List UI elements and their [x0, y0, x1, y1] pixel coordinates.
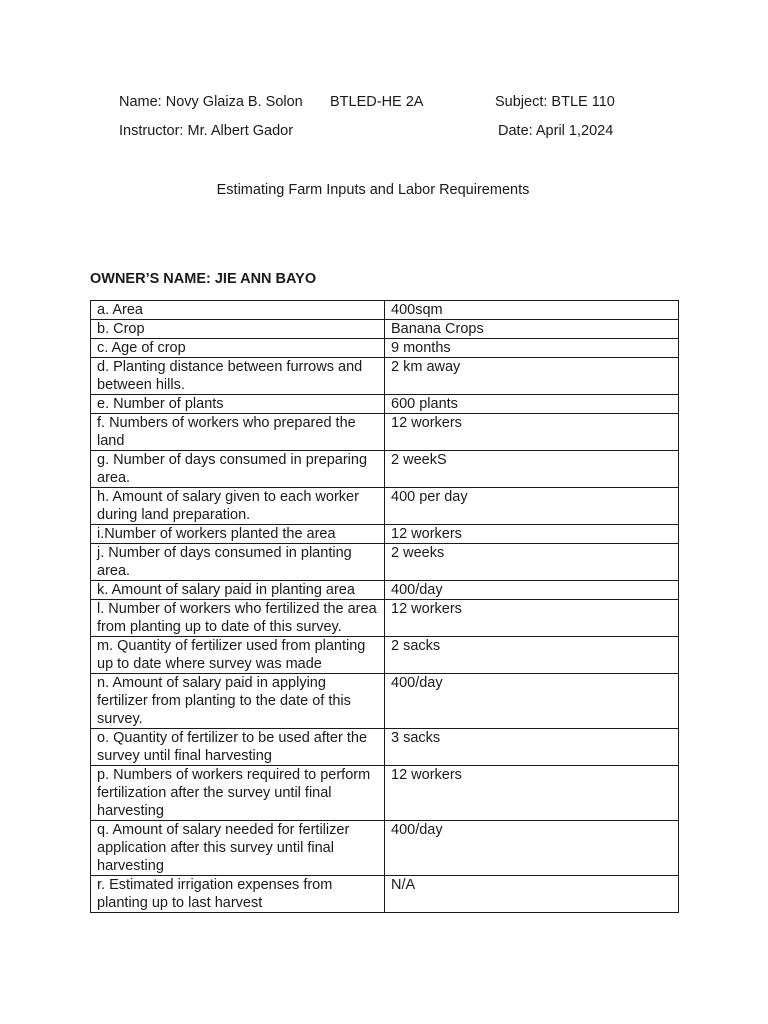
- row-value: 2 sacks: [385, 637, 679, 674]
- row-label: h. Amount of salary given to each worker during land preparation.: [91, 488, 385, 525]
- row-value: 600 plants: [385, 395, 679, 414]
- document-title: Estimating Farm Inputs and Labor Requirements: [216, 182, 530, 198]
- row-value: 400/day: [385, 581, 679, 600]
- row-label: c. Age of crop: [91, 339, 385, 358]
- row-value: 400/day: [385, 674, 679, 729]
- row-label: o. Quantity of fertilizer to be used after the survey until final harvesting: [91, 729, 385, 766]
- row-label: e. Number of plants: [91, 395, 385, 414]
- survey-table: [90, 300, 679, 913]
- row-label: d. Planting distance between furrows and between hills.: [91, 358, 385, 395]
- table-row: [91, 488, 679, 525]
- row-value: 12 workers: [385, 525, 679, 544]
- table-row: [91, 544, 679, 581]
- table-row: [91, 674, 679, 729]
- row-value: 2 km away: [385, 358, 679, 395]
- row-label: r. Estimated irrigation expenses from planting up to last harvest: [91, 876, 385, 913]
- row-value: Banana Crops: [385, 320, 679, 339]
- row-value: 2 weeks: [385, 544, 679, 581]
- table-row: [91, 301, 679, 320]
- row-label: l. Number of workers who fertilized the area from planting up to date of this survey.: [91, 600, 385, 637]
- row-value: N/A: [385, 876, 679, 913]
- row-label: f. Numbers of workers who prepared the land: [91, 414, 385, 451]
- row-label: g. Number of days consumed in preparing area.: [91, 451, 385, 488]
- table-row: [91, 581, 679, 600]
- row-label: k. Amount of salary paid in planting area: [91, 581, 385, 600]
- row-label: i.Number of workers planted the area: [91, 525, 385, 544]
- row-label: q. Amount of salary needed for fertilizer application after this survey until final harvesting: [91, 821, 385, 876]
- table-row: [91, 637, 679, 674]
- table-row: [91, 395, 679, 414]
- table-row: [91, 339, 679, 358]
- row-label: n. Amount of salary paid in applying fertilizer from planting to the date of this survey.: [91, 674, 385, 729]
- row-value: 400/day: [385, 821, 679, 876]
- instructor: Instructor: Mr. Albert Gador: [119, 123, 294, 139]
- table-row: [91, 414, 679, 451]
- row-label: m. Quantity of fertilizer used from planting up to date where survey was made: [91, 637, 385, 674]
- row-label: p. Numbers of workers required to perform fertilization after the survey until final harvesting: [91, 766, 385, 821]
- row-label: b. Crop: [91, 320, 385, 339]
- table-row: [91, 821, 679, 876]
- student-name: Name: Novy Glaiza B. Solon: [119, 94, 303, 110]
- row-value: 3 sacks: [385, 729, 679, 766]
- table-row: [91, 451, 679, 488]
- row-value: 2 weekS: [385, 451, 679, 488]
- survey-table-body: [91, 301, 679, 913]
- row-value: 400sqm: [385, 301, 679, 320]
- table-row: [91, 525, 679, 544]
- table-row: [91, 358, 679, 395]
- owner-name: OWNER’S NAME: JIE ANN BAYO: [90, 271, 317, 287]
- table-row: [91, 876, 679, 913]
- table-row: [91, 729, 679, 766]
- table-row: [91, 766, 679, 821]
- row-value: 12 workers: [385, 600, 679, 637]
- row-value: 12 workers: [385, 766, 679, 821]
- row-value: 9 months: [385, 339, 679, 358]
- subject: Subject: BTLE 110: [495, 94, 615, 110]
- row-label: a. Area: [91, 301, 385, 320]
- table-row: [91, 600, 679, 637]
- row-label: j. Number of days consumed in planting area.: [91, 544, 385, 581]
- table-row: [91, 320, 679, 339]
- row-value: 400 per day: [385, 488, 679, 525]
- date: Date: April 1,2024: [498, 123, 614, 139]
- course-section: BTLED-HE 2A: [330, 94, 424, 110]
- row-value: 12 workers: [385, 414, 679, 451]
